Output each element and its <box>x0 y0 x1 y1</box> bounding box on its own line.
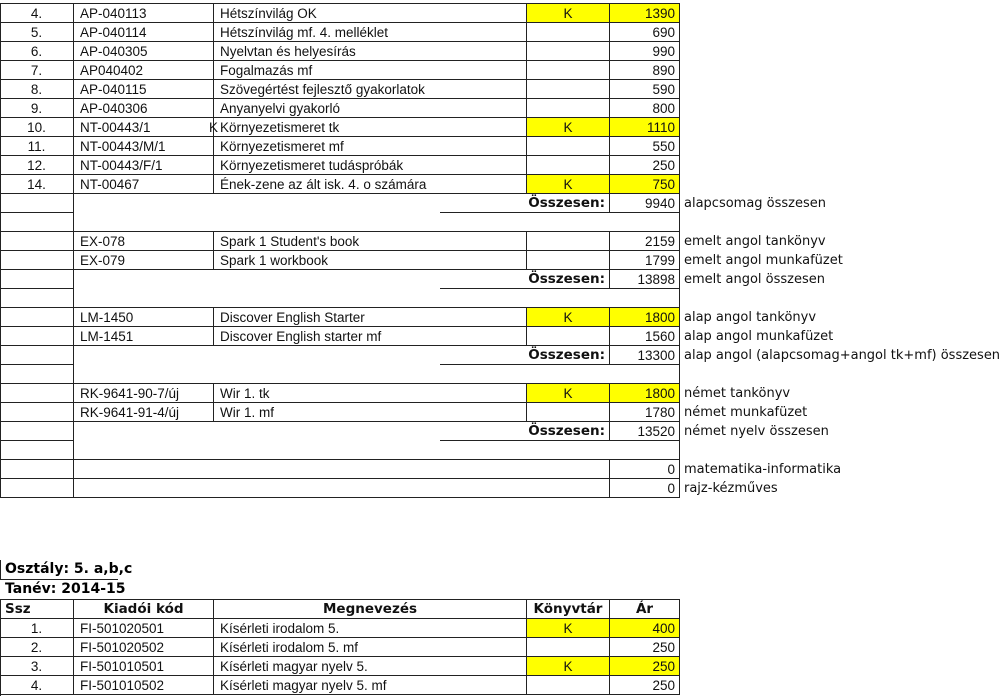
empty-cell[interactable] <box>0 308 74 327</box>
column-header-ar[interactable]: Ár <box>610 600 680 619</box>
empty-cell[interactable] <box>74 194 214 213</box>
library-cell[interactable] <box>527 232 610 251</box>
blank-row <box>0 213 960 232</box>
publisher-code-cell[interactable]: AP-040113 <box>74 4 214 23</box>
note-cell[interactable]: matematika-informatika <box>684 462 842 477</box>
title-cell[interactable]: Kísérleti magyar nyelv 5. <box>214 657 527 676</box>
table-row <box>0 403 960 422</box>
table-row <box>0 638 960 657</box>
publisher-code-cell[interactable]: AP-040114 <box>74 23 214 42</box>
empty-cell[interactable] <box>74 213 680 232</box>
price-cell[interactable]: 250 <box>610 676 680 695</box>
publisher-code-cell[interactable]: NT-00443/F/1 <box>74 156 214 175</box>
table-row <box>0 619 960 638</box>
publisher-code-cell[interactable]: RK-9641-91-4/új <box>74 403 214 422</box>
price-cell[interactable]: 750 <box>610 175 680 194</box>
table-row <box>0 4 960 23</box>
publisher-code-cell[interactable]: NT-00443/1 <box>74 118 214 137</box>
title-cell[interactable]: Kísérleti irodalom 5. <box>214 619 527 638</box>
price-cell[interactable]: 400 <box>610 619 680 638</box>
table-row <box>0 308 960 327</box>
grid-line <box>0 3 1 498</box>
row-number-cell[interactable]: 9. <box>0 99 74 118</box>
total-value[interactable]: 9940 <box>610 194 680 213</box>
title-cell[interactable]: Discover English Starter <box>214 308 527 327</box>
table-row <box>0 156 960 175</box>
price-cell[interactable]: 1390 <box>610 4 680 23</box>
note-cell[interactable]: német munkafüzet <box>684 405 808 420</box>
publisher-code-cell[interactable]: LM-1451 <box>74 327 214 346</box>
price-cell[interactable]: 1800 <box>610 384 680 403</box>
title-cell[interactable]: Környezetismeret mf <box>214 137 527 156</box>
class-label: Osztály: 5. a,b,c <box>5 561 133 577</box>
library-cell[interactable] <box>527 676 610 695</box>
title-cell[interactable]: Wir 1. mf <box>214 403 527 422</box>
price-cell[interactable]: 1800 <box>610 308 680 327</box>
library-cell[interactable] <box>527 327 610 346</box>
total-value[interactable]: 13898 <box>610 270 680 289</box>
blank-row <box>0 441 960 460</box>
title-cell[interactable]: Szövegértést fejlesztő gyakorlatok <box>214 80 527 99</box>
library-cell[interactable]: K <box>527 4 610 23</box>
price-cell[interactable]: 550 <box>610 137 680 156</box>
stray-k-text: K <box>209 120 219 135</box>
empty-cell[interactable] <box>74 441 680 460</box>
price-cell[interactable]: 690 <box>610 23 680 42</box>
grid-line <box>0 599 680 600</box>
title-cell[interactable]: Fogalmazás mf <box>214 61 527 80</box>
total-row <box>0 346 1000 365</box>
row-number-cell[interactable]: 3. <box>0 657 74 676</box>
total-label[interactable]: Összesen: <box>440 194 610 213</box>
row-number-cell[interactable]: 4. <box>0 4 74 23</box>
price-cell[interactable]: 2159 <box>610 232 680 251</box>
table-row <box>0 384 960 403</box>
label-underline <box>0 579 118 580</box>
library-cell[interactable]: K <box>527 619 610 638</box>
grid-line <box>0 560 1 580</box>
library-cell[interactable]: K <box>527 384 610 403</box>
publisher-code-cell[interactable]: AP-040115 <box>74 80 214 99</box>
column-header-k[interactable]: Könyvtár <box>527 600 610 619</box>
price-cell[interactable]: 890 <box>610 61 680 80</box>
library-cell[interactable] <box>527 42 610 61</box>
empty-cell[interactable] <box>74 365 680 384</box>
library-cell[interactable] <box>527 137 610 156</box>
empty-cell[interactable] <box>0 270 74 289</box>
total-note[interactable]: emelt angol összesen <box>684 272 825 287</box>
publisher-code-cell[interactable]: FI-501010501 <box>74 657 214 676</box>
empty-cell[interactable] <box>74 289 680 308</box>
library-cell[interactable]: K <box>527 657 610 676</box>
empty-cell[interactable] <box>0 346 74 365</box>
total-label[interactable]: Összesen: <box>440 422 610 441</box>
empty-cell[interactable] <box>0 251 74 270</box>
row-number-cell[interactable]: 8. <box>0 80 74 99</box>
note-cell[interactable]: emelt angol munkafüzet <box>684 253 843 268</box>
extra-row <box>0 460 960 479</box>
row-number-cell[interactable]: 10. <box>0 118 74 137</box>
library-cell[interactable] <box>527 156 610 175</box>
publisher-code-cell[interactable]: LM-1450 <box>74 308 214 327</box>
note-cell[interactable]: rajz-kézműves <box>684 481 778 496</box>
row-number-cell[interactable]: 6. <box>0 42 74 61</box>
publisher-code-cell[interactable]: FI-501010502 <box>74 676 214 695</box>
note-cell[interactable]: alap angol tankönyv <box>684 310 817 325</box>
library-cell[interactable] <box>527 61 610 80</box>
table-row <box>0 251 960 270</box>
price-cell[interactable]: 250 <box>610 657 680 676</box>
price-cell[interactable]: 800 <box>610 99 680 118</box>
price-cell[interactable]: 0 <box>610 460 680 479</box>
column-header-kod[interactable]: Kiadói kód <box>74 600 214 619</box>
total-value[interactable]: 13300 <box>610 346 680 365</box>
publisher-code-cell[interactable]: AP-040306 <box>74 99 214 118</box>
table-row <box>0 118 960 137</box>
empty-cell[interactable] <box>74 346 214 365</box>
empty-cell[interactable] <box>0 403 74 422</box>
title-cell[interactable]: Kísérleti irodalom 5. mf <box>214 638 527 657</box>
title-cell[interactable]: Kísérleti magyar nyelv 5. mf <box>214 676 527 695</box>
total-label[interactable]: Összesen: <box>440 346 610 365</box>
table-row <box>0 61 960 80</box>
row-number-cell[interactable]: 1. <box>0 619 74 638</box>
publisher-code-cell[interactable]: NT-00443/M/1 <box>74 137 214 156</box>
library-cell[interactable]: K <box>527 308 610 327</box>
empty-cell[interactable] <box>0 460 74 479</box>
empty-cell[interactable] <box>0 232 74 251</box>
title-cell[interactable]: Anyanyelvi gyakorló <box>214 99 527 118</box>
blank-row <box>0 365 960 384</box>
publisher-code-cell[interactable]: FI-501020502 <box>74 638 214 657</box>
publisher-code-cell[interactable]: EX-078 <box>74 232 214 251</box>
table-row <box>0 676 960 695</box>
total-note[interactable]: alap angol (alapcsomag+angol tk+mf) összesen <box>684 348 1000 363</box>
note-cell[interactable]: emelt angol tankönyv <box>684 234 826 249</box>
title-cell[interactable]: Nyelvtan és helyesírás <box>214 42 527 61</box>
library-cell[interactable] <box>527 403 610 422</box>
title-cell[interactable]: Spark 1 workbook <box>214 251 527 270</box>
row-number-cell[interactable]: 7. <box>0 61 74 80</box>
grid-line <box>0 599 1 696</box>
table-row <box>0 42 960 61</box>
publisher-code-cell[interactable]: EX-079 <box>74 251 214 270</box>
price-cell[interactable]: 990 <box>610 42 680 61</box>
table-row <box>0 327 960 346</box>
empty-cell[interactable] <box>0 384 74 403</box>
empty-cell[interactable] <box>0 327 74 346</box>
grid-line <box>0 3 680 4</box>
library-cell[interactable] <box>527 251 610 270</box>
column-header-ssz[interactable]: Ssz <box>0 600 74 619</box>
empty-cell[interactable] <box>74 460 610 479</box>
publisher-code-cell[interactable]: FI-501020501 <box>74 619 214 638</box>
table-row <box>0 137 960 156</box>
table-row <box>0 175 960 194</box>
title-cell[interactable]: Környezetismeret tudáspróbák <box>214 156 527 175</box>
note-cell[interactable]: német tankönyv <box>684 386 791 401</box>
year-label: Tanév: 2014-15 <box>5 581 126 597</box>
total-note[interactable]: alapcsomag összesen <box>684 196 827 211</box>
total-note[interactable]: német nyelv összesen <box>684 424 829 439</box>
publisher-code-cell[interactable]: NT-00467 <box>74 175 214 194</box>
title-cell[interactable]: Ének-zene az ált isk. 4. o számára <box>214 175 527 194</box>
price-cell[interactable]: 250 <box>610 156 680 175</box>
library-cell[interactable] <box>527 23 610 42</box>
total-row <box>0 270 960 289</box>
total-value[interactable]: 13520 <box>610 422 680 441</box>
library-cell[interactable]: K <box>527 118 610 137</box>
library-cell[interactable] <box>527 638 610 657</box>
title-cell[interactable]: Discover English starter mf <box>214 327 527 346</box>
row-number-cell[interactable]: 12. <box>0 156 74 175</box>
empty-cell[interactable] <box>74 422 214 441</box>
price-cell[interactable]: 590 <box>610 80 680 99</box>
extra-row <box>0 479 960 498</box>
note-cell[interactable]: alap angol munkafüzet <box>684 329 834 344</box>
table-row <box>0 232 960 251</box>
table-row <box>0 23 960 42</box>
row-number-cell[interactable]: 2. <box>0 638 74 657</box>
publisher-code-cell[interactable]: AP040402 <box>74 61 214 80</box>
row-number-cell[interactable]: 5. <box>0 23 74 42</box>
empty-cell[interactable] <box>0 365 74 384</box>
row-number-cell[interactable]: 14. <box>0 175 74 194</box>
empty-cell[interactable] <box>74 479 610 498</box>
publisher-code-cell[interactable]: AP-040305 <box>74 42 214 61</box>
empty-cell[interactable] <box>74 270 214 289</box>
empty-cell[interactable] <box>0 422 74 441</box>
title-cell[interactable]: Wir 1. tk <box>214 384 527 403</box>
column-header-nev[interactable]: Megnevezés <box>214 600 527 619</box>
row-number-cell[interactable]: 11. <box>0 137 74 156</box>
library-cell[interactable]: K <box>527 175 610 194</box>
empty-cell[interactable] <box>0 213 74 232</box>
price-cell[interactable]: 250 <box>610 638 680 657</box>
title-cell[interactable]: Környezetismeret tk <box>214 118 527 137</box>
title-cell[interactable]: Hétszínvilág mf. 4. melléklet <box>214 23 527 42</box>
total-row <box>0 422 960 441</box>
price-cell[interactable]: 1560 <box>610 327 680 346</box>
publisher-code-cell[interactable]: RK-9641-90-7/új <box>74 384 214 403</box>
table-row <box>0 657 960 676</box>
empty-cell[interactable] <box>0 194 74 213</box>
title-cell[interactable]: Hétszínvilág OK <box>214 4 527 23</box>
total-row <box>0 194 960 213</box>
header-row <box>0 600 960 619</box>
price-cell[interactable]: 1110 <box>610 118 680 137</box>
row-number-cell[interactable]: 4. <box>0 676 74 695</box>
table-row <box>0 80 960 99</box>
library-cell[interactable] <box>527 99 610 118</box>
empty-cell[interactable] <box>0 479 74 498</box>
title-cell[interactable]: Spark 1 Student's book <box>214 232 527 251</box>
empty-cell[interactable] <box>0 441 74 460</box>
empty-cell[interactable] <box>0 289 74 308</box>
price-cell[interactable]: 1799 <box>610 251 680 270</box>
price-cell[interactable]: 1780 <box>610 403 680 422</box>
table-row <box>0 99 960 118</box>
library-cell[interactable] <box>527 80 610 99</box>
total-label[interactable]: Összesen: <box>440 270 610 289</box>
price-cell[interactable]: 0 <box>610 479 680 498</box>
blank-row <box>0 289 960 308</box>
